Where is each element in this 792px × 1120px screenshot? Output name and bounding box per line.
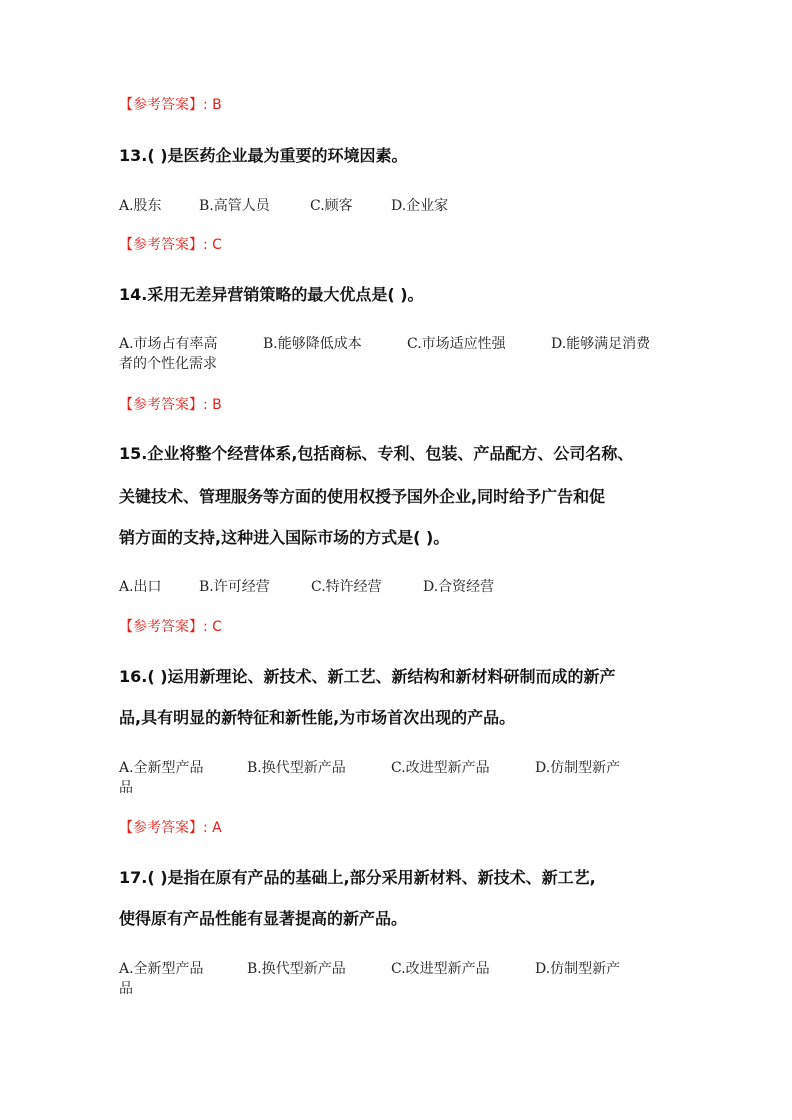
- answer-key: 【参考答案】: B: [119, 397, 222, 413]
- q16-option-d-wrap: 品: [119, 780, 133, 796]
- q15-option-d: D.合资经营: [423, 579, 495, 595]
- q14-option-c: C.市场适应性强: [407, 336, 506, 352]
- q15-option-a: A.出口: [119, 579, 162, 595]
- q16-option-b: B.换代型新产品: [247, 760, 346, 776]
- q17-option-b: B.换代型新产品: [247, 961, 346, 977]
- question-16-stem-line1: 16.( )运用新理论、新技术、新工艺、新结构和新材料研制而成的新产: [119, 667, 616, 686]
- question-17-stem-line1: 17.( )是指在原有产品的基础上,部分采用新材料、新技术、新工艺,: [119, 868, 596, 887]
- question-15-stem-line2: 关键技术、管理服务等方面的使用权授予国外企业,同时给予广告和促: [119, 487, 606, 506]
- answer-key: 【参考答案】: C: [119, 237, 222, 253]
- question-15-stem-line3: 销方面的支持,这种进入国际市场的方式是( )。: [119, 528, 450, 547]
- q13-option-b: B.高管人员: [199, 198, 270, 214]
- q17-option-d-wrap: 品: [119, 981, 133, 997]
- q15-option-c: C.特许经营: [311, 579, 382, 595]
- answer-key: 【参考答案】: C: [119, 619, 222, 635]
- answer-key: 【参考答案】: B: [119, 97, 222, 113]
- q14-option-d-wrap: 者的个性化需求: [119, 356, 217, 372]
- answer-key: 【参考答案】: A: [119, 820, 222, 836]
- question-16-stem-line2: 品,具有明显的新特征和新性能,为市场首次出现的产品。: [119, 708, 516, 727]
- q14-option-d: D.能够满足消费: [551, 336, 651, 352]
- q13-option-c: C.顾客: [310, 198, 353, 214]
- question-13-stem: 13.( )是医药企业最为重要的环境因素。: [119, 146, 408, 165]
- q13-option-d: D.企业家: [391, 198, 449, 214]
- q17-option-a: A.全新型产品: [119, 961, 204, 977]
- q17-option-d: D.仿制型新产: [535, 961, 621, 977]
- q16-option-c: C.改进型新产品: [391, 760, 490, 776]
- q16-option-a: A.全新型产品: [119, 760, 204, 776]
- question-17-stem-line2: 使得原有产品性能有显著提高的新产品。: [119, 909, 408, 928]
- q13-option-a: A.股东: [119, 198, 162, 214]
- question-14-stem: 14.采用无差异营销策略的最大优点是( )。: [119, 285, 424, 304]
- q14-option-b: B.能够降低成本: [263, 336, 362, 352]
- q16-option-d: D.仿制型新产: [535, 760, 621, 776]
- q14-option-a: A.市场占有率高: [119, 336, 218, 352]
- q15-option-b: B.许可经营: [199, 579, 270, 595]
- q17-option-c: C.改进型新产品: [391, 961, 490, 977]
- question-15-stem-line1: 15.企业将整个经营体系,包括商标、专利、包装、产品配方、公司名称、: [119, 444, 634, 463]
